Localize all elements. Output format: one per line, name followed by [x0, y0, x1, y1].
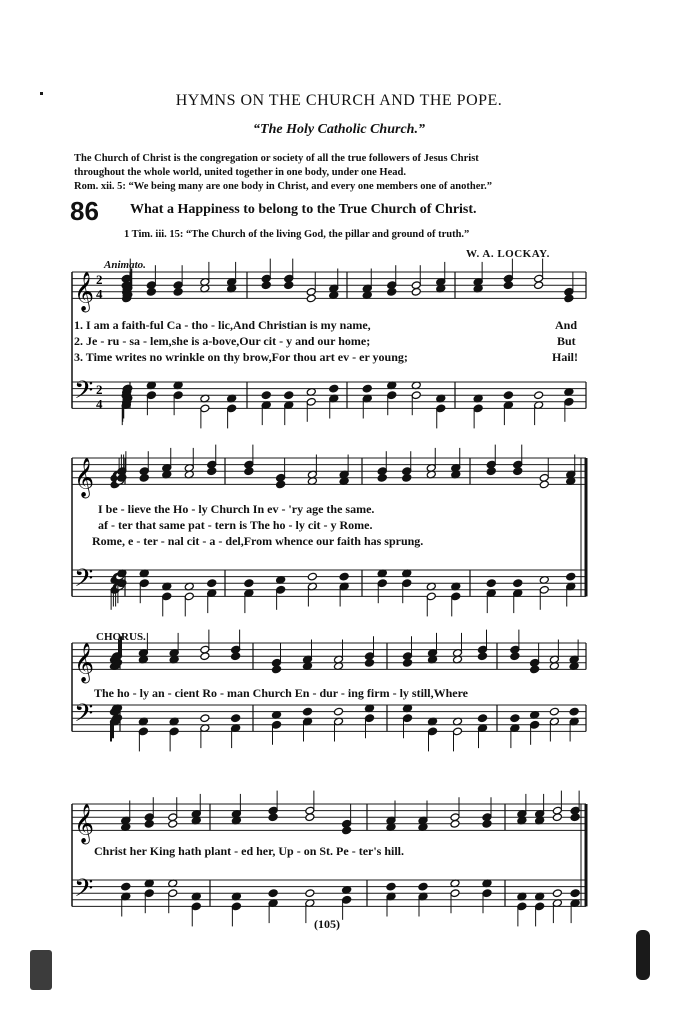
note-head	[207, 579, 217, 588]
note-head	[284, 281, 294, 290]
note-head	[168, 819, 178, 828]
note-head	[244, 579, 254, 588]
note-head	[146, 287, 156, 296]
note-head	[139, 473, 149, 482]
note-head	[569, 707, 579, 716]
note-head	[261, 391, 271, 400]
note-head	[307, 572, 317, 581]
hymn-title: What a Happiness to belong to the True Church of Christ.	[130, 202, 477, 217]
verse-3-line: 3. Time writes no wrinkle on thy brow,For thou art ev - er young;	[74, 350, 408, 364]
note-head	[377, 473, 387, 482]
note-head	[411, 287, 421, 296]
verse-2-line: 2. Je - ru - sa - lem,she is a-bove,Our cit - y and our home;	[74, 334, 371, 348]
note-head	[339, 572, 349, 581]
note-head	[305, 889, 315, 898]
bass-clef: 𝄢	[74, 873, 94, 909]
bass-clef: 𝄢	[74, 698, 94, 734]
note-head	[364, 658, 374, 667]
note-head	[486, 579, 496, 588]
note-head	[530, 665, 540, 674]
note-head	[534, 391, 544, 400]
note-head	[387, 287, 397, 296]
verse-1-pickup: And	[555, 318, 578, 332]
note-head	[362, 384, 372, 393]
note-head	[268, 889, 278, 898]
bass-clef: 𝄢	[74, 375, 94, 411]
note-head	[477, 652, 487, 661]
time-signature-bottom: 4	[96, 286, 103, 302]
note-head	[564, 294, 574, 303]
treble-clef: 𝄞	[74, 803, 95, 844]
note-head	[513, 467, 523, 476]
scan-speck	[40, 92, 43, 95]
note-head	[121, 882, 131, 891]
note-head	[570, 889, 580, 898]
section-subtitle: “The Holy Catholic Church.”	[253, 122, 425, 137]
tempo-marking: Animato.	[104, 259, 146, 271]
time-signature-bottom: 4	[96, 396, 103, 412]
note-head	[402, 473, 412, 482]
note-head	[276, 480, 286, 489]
page-number: (105)	[314, 917, 340, 931]
verse-3-line-2: Rome, e - ter - nal cit - a - del,From whence our faith has sprung.	[92, 534, 424, 548]
verse-3-pickup: Hail!	[552, 350, 578, 364]
note-head	[513, 579, 523, 588]
intro-line-3: Rom. xii. 5: “We being many are one body in Christ, and every one members one of another.”	[74, 181, 492, 192]
note-head	[510, 652, 520, 661]
note-head	[418, 882, 428, 891]
hymn-composer: W. A. LOCKAY.	[466, 248, 550, 260]
verse-1-line: 1. I am a faith-ful Ca - tho - lic,And Christian is my name,	[74, 318, 371, 332]
intro-line-1: The Church of Christ is the congregation or society of all the true followers of Jesus Christ	[74, 153, 479, 164]
note-head	[552, 889, 562, 898]
scan-edge-mark	[636, 930, 650, 980]
treble-clef: 𝄞	[74, 457, 95, 498]
note-head	[173, 287, 183, 296]
note-head	[510, 714, 520, 723]
treble-clef: 𝄞	[74, 271, 95, 312]
note-head	[200, 714, 210, 723]
note-head	[200, 652, 210, 661]
treble-clef: 𝄞	[74, 642, 95, 683]
bass-clef: 𝄢	[74, 563, 94, 599]
note-head	[534, 281, 544, 290]
note-head	[207, 467, 217, 476]
verse-2-line-2: af - ter that same pat - tern is The ho - ly cit - y Rome.	[98, 518, 373, 532]
verse-2-pickup: But	[557, 334, 576, 348]
note-head	[570, 813, 580, 822]
note-head	[566, 572, 576, 581]
time-signature-top: 2	[96, 382, 103, 398]
note-head	[261, 281, 271, 290]
chorus-lyric-line: The ho - ly an - cient Ro - man Church En - dur - ing firm - ly still,Where	[94, 686, 469, 700]
note-head	[503, 391, 513, 400]
intro-line-2: throughout the whole world, united together in one body, under one Head.	[74, 167, 406, 178]
note-head	[231, 652, 241, 661]
note-head	[386, 882, 396, 891]
note-head	[231, 714, 241, 723]
note-head	[329, 384, 339, 393]
note-head	[402, 658, 412, 667]
note-head	[333, 707, 343, 716]
note-head	[503, 281, 513, 290]
scan-corner-mark	[30, 950, 52, 990]
note-head	[302, 707, 312, 716]
page-header: HYMNS ON THE CHURCH AND THE POPE.	[175, 92, 503, 109]
note-head	[144, 819, 154, 828]
note-head	[244, 467, 254, 476]
note-head	[284, 391, 294, 400]
verse-1-line-2: I be - lieve the Ho - ly Church In ev - 'ry age the same.	[98, 502, 375, 516]
note-head	[342, 826, 352, 835]
hymn-number: 86	[70, 196, 99, 226]
note-head	[549, 707, 559, 716]
note-head	[450, 819, 460, 828]
chorus-label: CHORUS.	[96, 631, 146, 643]
time-signature-top: 2	[96, 272, 103, 288]
final-lyric-line: Christ her King hath plant - ed her, Up - on St. Pe - ter's hill.	[94, 844, 405, 858]
note-head	[306, 294, 316, 303]
note-head	[486, 467, 496, 476]
hymn-scripture: 1 Tim. iii. 15: “The Church of the living God, the pillar and ground of truth.”	[124, 229, 470, 240]
note-head	[271, 665, 281, 674]
note-head	[539, 480, 549, 489]
note-head	[477, 714, 487, 723]
note-head	[552, 813, 562, 822]
note-head	[305, 813, 315, 822]
note-head	[482, 819, 492, 828]
note-head	[268, 813, 278, 822]
